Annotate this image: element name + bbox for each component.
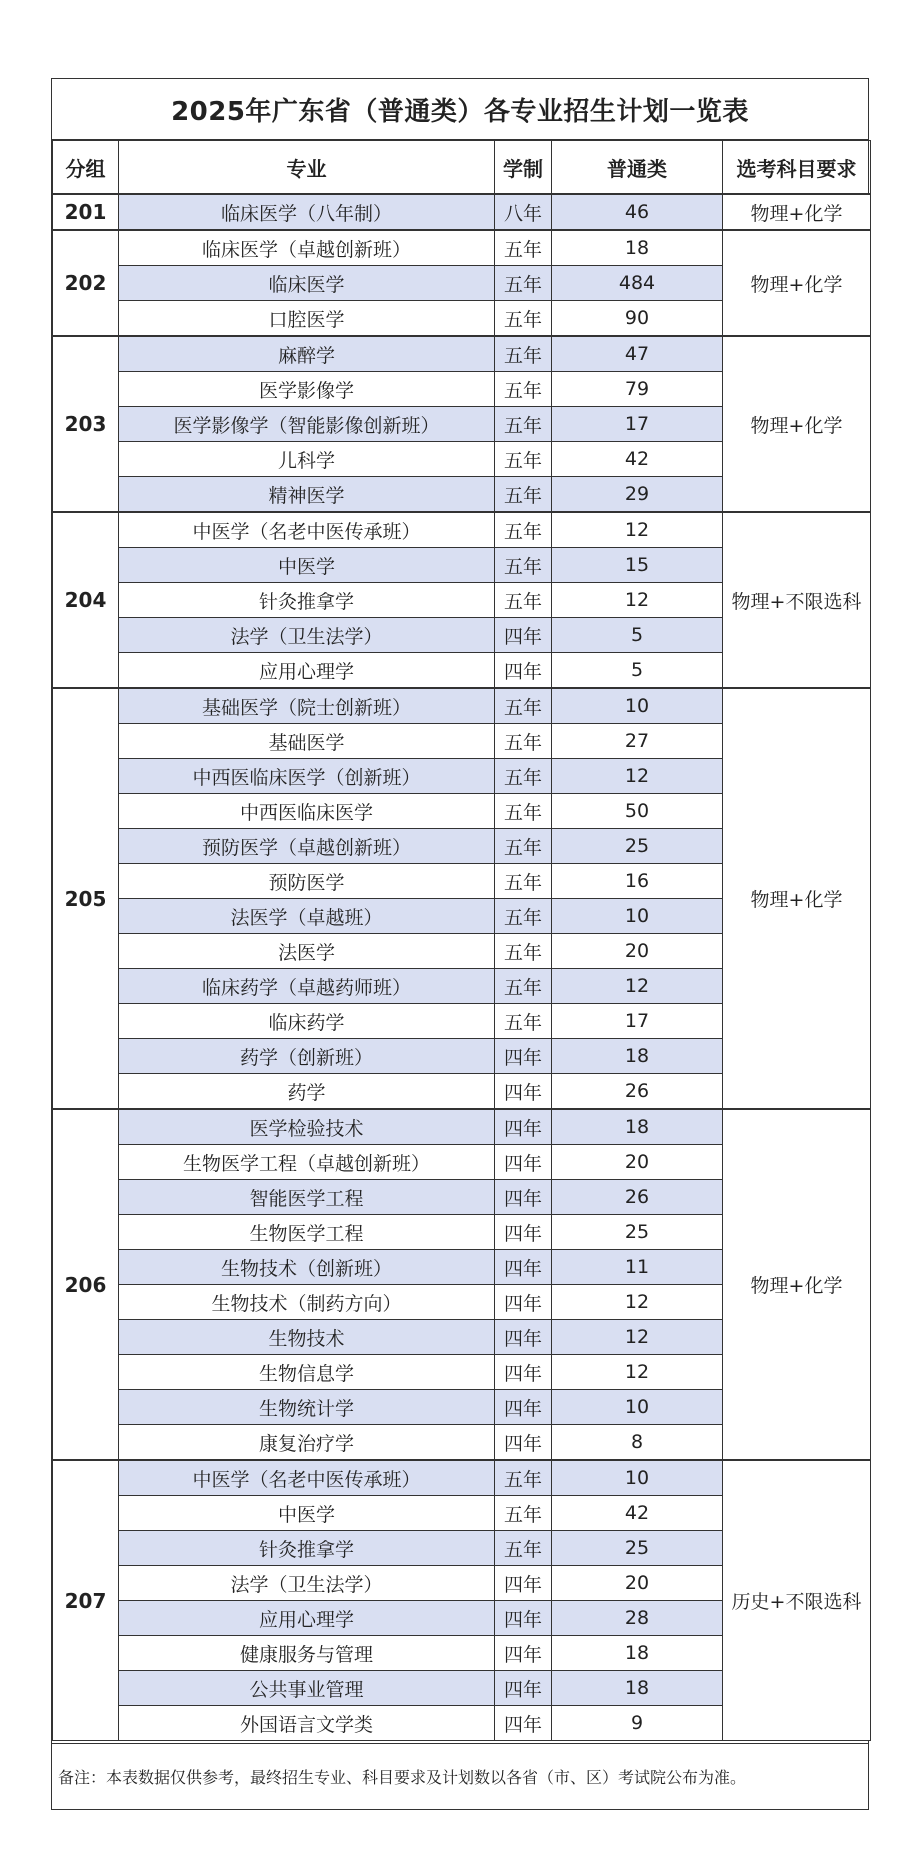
years-cell: 四年 xyxy=(495,1601,552,1636)
header-major: 专业 xyxy=(119,141,495,195)
count-cell: 15 xyxy=(552,548,723,583)
count-cell: 10 xyxy=(552,899,723,934)
years-cell: 五年 xyxy=(495,372,552,407)
count-cell: 9 xyxy=(552,1706,723,1741)
count-cell: 10 xyxy=(552,1390,723,1425)
years-cell: 八年 xyxy=(495,194,552,230)
table-row xyxy=(53,1460,871,1496)
major-cell: 公共事业管理 xyxy=(119,1671,495,1706)
years-cell: 四年 xyxy=(495,1390,552,1425)
years-cell: 五年 xyxy=(495,1460,552,1496)
count-cell: 42 xyxy=(552,442,723,477)
major-cell: 麻醉学 xyxy=(119,336,495,372)
count-cell: 26 xyxy=(552,1180,723,1215)
years-cell: 四年 xyxy=(495,1355,552,1390)
years-cell: 四年 xyxy=(495,1215,552,1250)
major-cell: 生物技术 xyxy=(119,1320,495,1355)
count-cell: 26 xyxy=(552,1074,723,1110)
major-cell: 基础医学（院士创新班） xyxy=(119,688,495,724)
years-cell: 五年 xyxy=(495,934,552,969)
years-cell: 四年 xyxy=(495,1074,552,1110)
major-cell: 临床医学 xyxy=(119,266,495,301)
count-cell: 50 xyxy=(552,794,723,829)
count-cell: 47 xyxy=(552,336,723,372)
years-cell: 五年 xyxy=(495,1531,552,1566)
years-cell: 五年 xyxy=(495,230,552,266)
table-row xyxy=(53,688,871,724)
count-cell: 17 xyxy=(552,1004,723,1039)
years-cell: 四年 xyxy=(495,1039,552,1074)
count-cell: 12 xyxy=(552,583,723,618)
major-cell: 医学影像学 xyxy=(119,372,495,407)
table-body xyxy=(53,194,871,1741)
years-cell: 五年 xyxy=(495,829,552,864)
major-cell: 生物信息学 xyxy=(119,1355,495,1390)
table-row xyxy=(53,1109,871,1145)
count-cell: 11 xyxy=(552,1250,723,1285)
count-cell: 20 xyxy=(552,934,723,969)
count-cell: 25 xyxy=(552,1531,723,1566)
count-cell: 79 xyxy=(552,372,723,407)
years-cell: 五年 xyxy=(495,1004,552,1039)
major-cell: 预防医学（卓越创新班） xyxy=(119,829,495,864)
years-cell: 四年 xyxy=(495,1145,552,1180)
enrollment-table-sheet xyxy=(51,78,869,1810)
major-cell: 康复治疗学 xyxy=(119,1425,495,1461)
count-cell: 5 xyxy=(552,618,723,653)
major-cell: 药学（创新班） xyxy=(119,1039,495,1074)
years-cell: 四年 xyxy=(495,1109,552,1145)
subject-requirement: 物理+化学 xyxy=(723,688,871,1109)
major-cell: 针灸推拿学 xyxy=(119,1531,495,1566)
count-cell: 12 xyxy=(552,1285,723,1320)
count-cell: 5 xyxy=(552,653,723,689)
years-cell: 四年 xyxy=(495,618,552,653)
table-header xyxy=(53,141,871,195)
major-cell: 健康服务与管理 xyxy=(119,1636,495,1671)
major-cell: 应用心理学 xyxy=(119,1601,495,1636)
subject-requirement: 物理+化学 xyxy=(723,1109,871,1460)
major-cell: 中西医临床医学（创新班） xyxy=(119,759,495,794)
major-cell: 生物技术（制药方向） xyxy=(119,1285,495,1320)
header-years: 学制 xyxy=(495,141,552,195)
years-cell: 四年 xyxy=(495,1425,552,1461)
major-cell: 应用心理学 xyxy=(119,653,495,689)
count-cell: 12 xyxy=(552,969,723,1004)
count-cell: 12 xyxy=(552,1320,723,1355)
count-cell: 484 xyxy=(552,266,723,301)
major-cell: 口腔医学 xyxy=(119,301,495,337)
count-cell: 29 xyxy=(552,477,723,513)
major-cell: 中医学 xyxy=(119,548,495,583)
major-cell: 中医学 xyxy=(119,1496,495,1531)
major-cell: 临床医学（八年制） xyxy=(119,194,495,230)
count-cell: 27 xyxy=(552,724,723,759)
major-cell: 生物医学工程 xyxy=(119,1215,495,1250)
count-cell: 20 xyxy=(552,1566,723,1601)
years-cell: 四年 xyxy=(495,653,552,689)
years-cell: 四年 xyxy=(495,1250,552,1285)
years-cell: 五年 xyxy=(495,407,552,442)
years-cell: 五年 xyxy=(495,1496,552,1531)
years-cell: 四年 xyxy=(495,1320,552,1355)
years-cell: 五年 xyxy=(495,969,552,1004)
group-code: 201 xyxy=(53,194,119,230)
count-cell: 12 xyxy=(552,512,723,548)
major-cell: 药学 xyxy=(119,1074,495,1110)
count-cell: 20 xyxy=(552,1145,723,1180)
major-cell: 智能医学工程 xyxy=(119,1180,495,1215)
count-cell: 8 xyxy=(552,1425,723,1461)
group-code: 206 xyxy=(53,1109,119,1460)
major-cell: 精神医学 xyxy=(119,477,495,513)
major-cell: 外国语言文学类 xyxy=(119,1706,495,1741)
count-cell: 18 xyxy=(552,1671,723,1706)
major-cell: 临床医学（卓越创新班） xyxy=(119,230,495,266)
major-cell: 中医学（名老中医传承班） xyxy=(119,1460,495,1496)
enrollment-table xyxy=(52,140,871,1741)
group-code: 205 xyxy=(53,688,119,1109)
header-requirement: 选考科目要求 xyxy=(723,141,871,195)
years-cell: 四年 xyxy=(495,1636,552,1671)
count-cell: 28 xyxy=(552,1601,723,1636)
table-row xyxy=(53,512,871,548)
major-cell: 中医学（名老中医传承班） xyxy=(119,512,495,548)
count-cell: 18 xyxy=(552,1109,723,1145)
count-cell: 18 xyxy=(552,230,723,266)
major-cell: 医学检验技术 xyxy=(119,1109,495,1145)
major-cell: 法学（卫生法学） xyxy=(119,1566,495,1601)
group-code: 207 xyxy=(53,1460,119,1741)
years-cell: 五年 xyxy=(495,512,552,548)
major-cell: 生物技术（创新班） xyxy=(119,1250,495,1285)
table-title: 2025年广东省（普通类）各专业招生计划一览表 xyxy=(52,79,868,140)
years-cell: 五年 xyxy=(495,442,552,477)
subject-requirement: 物理+化学 xyxy=(723,336,871,512)
years-cell: 五年 xyxy=(495,583,552,618)
group-code: 204 xyxy=(53,512,119,688)
subject-requirement: 物理+化学 xyxy=(723,230,871,336)
years-cell: 五年 xyxy=(495,301,552,337)
count-cell: 12 xyxy=(552,759,723,794)
group-code: 203 xyxy=(53,336,119,512)
count-cell: 16 xyxy=(552,864,723,899)
count-cell: 42 xyxy=(552,1496,723,1531)
count-cell: 90 xyxy=(552,301,723,337)
count-cell: 46 xyxy=(552,194,723,230)
major-cell: 基础医学 xyxy=(119,724,495,759)
years-cell: 四年 xyxy=(495,1566,552,1601)
major-cell: 医学影像学（智能影像创新班） xyxy=(119,407,495,442)
header-group: 分组 xyxy=(53,141,119,195)
years-cell: 五年 xyxy=(495,864,552,899)
count-cell: 25 xyxy=(552,829,723,864)
years-cell: 四年 xyxy=(495,1671,552,1706)
major-cell: 法医学（卓越班） xyxy=(119,899,495,934)
years-cell: 五年 xyxy=(495,688,552,724)
table-row xyxy=(53,230,871,266)
major-cell: 中西医临床医学 xyxy=(119,794,495,829)
count-cell: 25 xyxy=(552,1215,723,1250)
group-code: 202 xyxy=(53,230,119,336)
count-cell: 10 xyxy=(552,1460,723,1496)
footnote: 备注：本表数据仅供参考，最终招生专业、科目要求及计划数以各省（市、区）考试院公布为准。 xyxy=(52,1743,868,1809)
major-cell: 临床药学（卓越药师班） xyxy=(119,969,495,1004)
major-cell: 针灸推拿学 xyxy=(119,583,495,618)
table-row xyxy=(53,194,871,230)
years-cell: 五年 xyxy=(495,899,552,934)
major-cell: 预防医学 xyxy=(119,864,495,899)
count-cell: 10 xyxy=(552,688,723,724)
major-cell: 儿科学 xyxy=(119,442,495,477)
header-count: 普通类 xyxy=(552,141,723,195)
count-cell: 18 xyxy=(552,1636,723,1671)
years-cell: 四年 xyxy=(495,1180,552,1215)
count-cell: 18 xyxy=(552,1039,723,1074)
subject-requirement: 历史+不限选科 xyxy=(723,1460,871,1741)
subject-requirement: 物理+不限选科 xyxy=(723,512,871,688)
major-cell: 法学（卫生法学） xyxy=(119,618,495,653)
years-cell: 五年 xyxy=(495,477,552,513)
header-row xyxy=(53,141,871,195)
years-cell: 五年 xyxy=(495,336,552,372)
years-cell: 五年 xyxy=(495,724,552,759)
major-cell: 生物统计学 xyxy=(119,1390,495,1425)
years-cell: 五年 xyxy=(495,794,552,829)
major-cell: 法医学 xyxy=(119,934,495,969)
table-row xyxy=(53,336,871,372)
major-cell: 生物医学工程（卓越创新班） xyxy=(119,1145,495,1180)
years-cell: 四年 xyxy=(495,1285,552,1320)
count-cell: 12 xyxy=(552,1355,723,1390)
count-cell: 17 xyxy=(552,407,723,442)
years-cell: 五年 xyxy=(495,759,552,794)
subject-requirement: 物理+化学 xyxy=(723,194,871,230)
years-cell: 五年 xyxy=(495,548,552,583)
years-cell: 四年 xyxy=(495,1706,552,1741)
years-cell: 五年 xyxy=(495,266,552,301)
major-cell: 临床药学 xyxy=(119,1004,495,1039)
